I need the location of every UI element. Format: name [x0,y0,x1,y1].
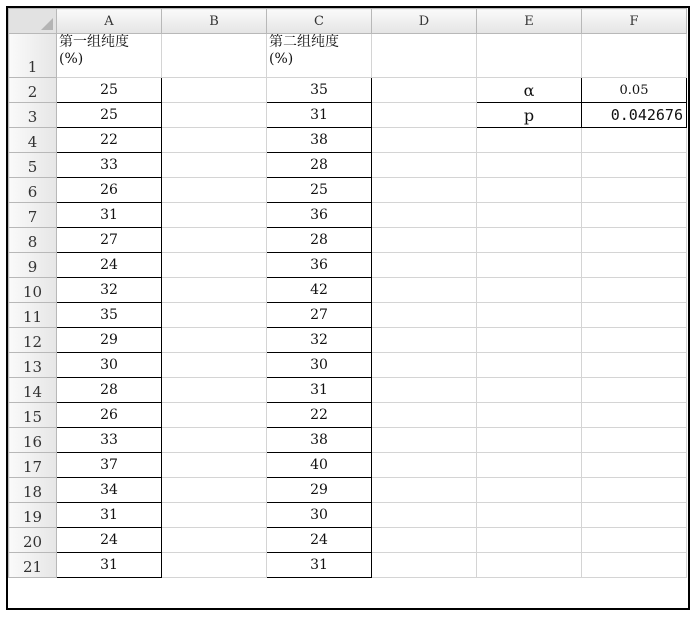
cell-c3-group2-value[interactable]: 31 [267,103,372,128]
cell-f2-alpha-value[interactable]: 0.05 [582,78,687,103]
cell-f6[interactable] [582,178,687,203]
row-header-16[interactable]: 16 [9,428,57,453]
row-header-20[interactable]: 20 [9,528,57,553]
cell-f10[interactable] [582,278,687,303]
row-header-5[interactable]: 5 [9,153,57,178]
cell-a7-group1-value[interactable]: 31 [57,203,162,228]
column-header-e[interactable]: E [477,9,582,34]
column-header-c[interactable]: C [267,9,372,34]
cell-d14[interactable] [372,378,477,403]
cell-b15[interactable] [162,403,267,428]
cell-f11[interactable] [582,303,687,328]
cell-d19[interactable] [372,503,477,528]
cell-d2[interactable] [372,78,477,103]
cell-b10[interactable] [162,278,267,303]
cell-f16[interactable] [582,428,687,453]
cell-f7[interactable] [582,203,687,228]
row-header-6[interactable]: 6 [9,178,57,203]
cell-table [8,8,687,578]
spreadsheet-grid [6,6,690,610]
cell-a9-group1-value[interactable]: 24 [57,253,162,278]
cell-f14[interactable] [582,378,687,403]
group1-unit: (%) [59,51,84,67]
row-header-7[interactable]: 7 [9,203,57,228]
cell-a19-group1-value[interactable]: 31 [57,503,162,528]
row-header-4[interactable]: 4 [9,128,57,153]
row-header-10[interactable]: 10 [9,278,57,303]
cell-e17[interactable] [477,453,582,478]
group2-title: 第二组纯度 [269,34,339,50]
cell-e10[interactable] [477,278,582,303]
cell-a18-group1-value[interactable]: 34 [57,478,162,503]
cell-b19[interactable] [162,503,267,528]
cell-d9[interactable] [372,253,477,278]
cell-f12[interactable] [582,328,687,353]
row-header-3[interactable]: 3 [9,103,57,128]
cell-a17-group1-value[interactable]: 37 [57,453,162,478]
cell-a5-group1-value[interactable]: 33 [57,153,162,178]
cell-a15-group1-value[interactable]: 26 [57,403,162,428]
cell-b13[interactable] [162,353,267,378]
cell-a16-group1-value[interactable]: 33 [57,428,162,453]
row-header-11[interactable]: 11 [9,303,57,328]
column-header-f[interactable]: F [582,9,687,34]
cell-d1[interactable] [372,34,477,78]
cell-b5[interactable] [162,153,267,178]
row-header-2[interactable]: 2 [9,78,57,103]
group1-title: 第一组纯度 [59,34,129,50]
cell-e2-alpha-label[interactable]: α [477,78,582,103]
row-header-21[interactable]: 21 [9,553,57,578]
cell-c4-group2-value[interactable]: 38 [267,128,372,153]
cell-a12-group1-value[interactable]: 29 [57,328,162,353]
cell-a10-group1-value[interactable]: 32 [57,278,162,303]
cell-c1-group2-header[interactable] [267,34,372,78]
cell-d6[interactable] [372,178,477,203]
cell-b11[interactable] [162,303,267,328]
cell-f9[interactable] [582,253,687,278]
cell-d12[interactable] [372,328,477,353]
cell-c19-group2-value[interactable]: 30 [267,503,372,528]
row-header-18[interactable]: 18 [9,478,57,503]
cell-a4-group1-value[interactable]: 22 [57,128,162,153]
row-header-13[interactable]: 13 [9,353,57,378]
row-header-19[interactable]: 19 [9,503,57,528]
group2-unit: (%) [269,51,294,67]
cell-b1[interactable] [162,34,267,78]
cell-e21[interactable] [477,553,582,578]
row-header-15[interactable]: 15 [9,403,57,428]
cell-c13-group2-value[interactable]: 30 [267,353,372,378]
cell-a14-group1-value[interactable]: 28 [57,378,162,403]
cell-f15[interactable] [582,403,687,428]
cell-a2-group1-value[interactable]: 25 [57,78,162,103]
cell-e14[interactable] [477,378,582,403]
cell-b3[interactable] [162,103,267,128]
cell-c10-group2-value[interactable]: 42 [267,278,372,303]
cell-d10[interactable] [372,278,477,303]
cell-e16[interactable] [477,428,582,453]
cell-c11-group2-value[interactable]: 27 [267,303,372,328]
cell-d7[interactable] [372,203,477,228]
cell-f17[interactable] [582,453,687,478]
cell-f8[interactable] [582,228,687,253]
cell-b2[interactable] [162,78,267,103]
cell-c5-group2-value[interactable]: 28 [267,153,372,178]
cell-b7[interactable] [162,203,267,228]
cell-e5[interactable] [477,153,582,178]
cell-f5[interactable] [582,153,687,178]
cell-d8[interactable] [372,228,477,253]
cell-d11[interactable] [372,303,477,328]
cell-a11-group1-value[interactable]: 35 [57,303,162,328]
cell-b6[interactable] [162,178,267,203]
cell-e7[interactable] [477,203,582,228]
cell-d13[interactable] [372,353,477,378]
cell-d21[interactable] [372,553,477,578]
cell-f21[interactable] [582,553,687,578]
cell-b9[interactable] [162,253,267,278]
cell-e18[interactable] [477,478,582,503]
row-header-9[interactable]: 9 [9,253,57,278]
cell-e9[interactable] [477,253,582,278]
cell-e8[interactable] [477,228,582,253]
column-header-d[interactable]: D [372,9,477,34]
cell-c9-group2-value[interactable]: 36 [267,253,372,278]
cell-e12[interactable] [477,328,582,353]
cell-e19[interactable] [477,503,582,528]
cell-f3-p-value[interactable]: 0.042676 [582,103,687,128]
cell-c14-group2-value[interactable]: 31 [267,378,372,403]
cell-e20[interactable] [477,528,582,553]
cell-e3-p-label[interactable]: p [477,103,582,128]
cell-d17[interactable] [372,453,477,478]
cell-d15[interactable] [372,403,477,428]
cell-d18[interactable] [372,478,477,503]
cell-f18[interactable] [582,478,687,503]
cell-a1-group1-header[interactable] [57,34,162,78]
cell-a13-group1-value[interactable]: 30 [57,353,162,378]
row-header-17[interactable]: 17 [9,453,57,478]
cell-a8-group1-value[interactable]: 27 [57,228,162,253]
cell-b17[interactable] [162,453,267,478]
cell-e4[interactable] [477,128,582,153]
row-header-12[interactable]: 12 [9,328,57,353]
cell-b14[interactable] [162,378,267,403]
cell-c2-group2-value[interactable]: 35 [267,78,372,103]
cell-a21-group1-value[interactable]: 31 [57,553,162,578]
row-header-1[interactable]: 1 [9,34,57,78]
cell-d4[interactable] [372,128,477,153]
cell-c7-group2-value[interactable]: 36 [267,203,372,228]
row-header-8[interactable]: 8 [9,228,57,253]
cell-c12-group2-value[interactable]: 32 [267,328,372,353]
cell-f13[interactable] [582,353,687,378]
cell-c16-group2-value[interactable]: 38 [267,428,372,453]
row-header-14[interactable]: 14 [9,378,57,403]
cell-e6[interactable] [477,178,582,203]
cell-c21-group2-value[interactable]: 31 [267,553,372,578]
cell-a3-group1-value[interactable]: 25 [57,103,162,128]
cell-a6-group1-value[interactable]: 26 [57,178,162,203]
cell-b4[interactable] [162,128,267,153]
column-header-a[interactable]: A [57,9,162,34]
cell-b18[interactable] [162,478,267,503]
cell-d5[interactable] [372,153,477,178]
cell-a20-group1-value[interactable]: 24 [57,528,162,553]
cell-e1[interactable] [477,34,582,78]
cell-c8-group2-value[interactable]: 28 [267,228,372,253]
cell-f1[interactable] [582,34,687,78]
cell-f19[interactable] [582,503,687,528]
cell-b21[interactable] [162,553,267,578]
cell-b12[interactable] [162,328,267,353]
cell-c20-group2-value[interactable]: 24 [267,528,372,553]
cell-e15[interactable] [477,403,582,428]
cell-d20[interactable] [372,528,477,553]
cell-c18-group2-value[interactable]: 29 [267,478,372,503]
select-all-corner[interactable] [9,9,57,34]
cell-f4[interactable] [582,128,687,153]
cell-e13[interactable] [477,353,582,378]
cell-b16[interactable] [162,428,267,453]
cell-b20[interactable] [162,528,267,553]
column-header-b[interactable]: B [162,9,267,34]
cell-d3[interactable] [372,103,477,128]
cell-f20[interactable] [582,528,687,553]
cell-d16[interactable] [372,428,477,453]
cell-b8[interactable] [162,228,267,253]
cell-c15-group2-value[interactable]: 22 [267,403,372,428]
cell-c6-group2-value[interactable]: 25 [267,178,372,203]
cell-e11[interactable] [477,303,582,328]
cell-c17-group2-value[interactable]: 40 [267,453,372,478]
